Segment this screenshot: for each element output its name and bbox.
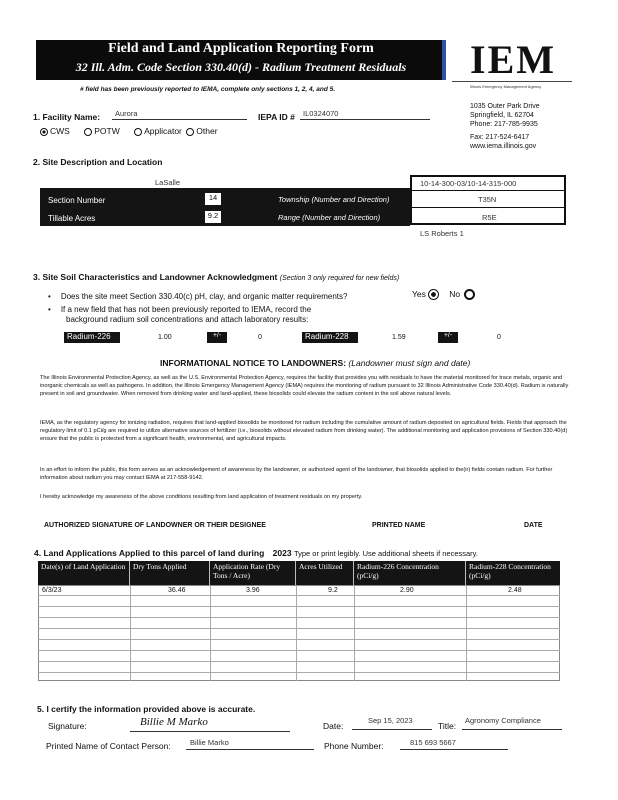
- title-field[interactable]: Agronomy Compliance: [465, 716, 541, 725]
- signature-label: Signature:: [48, 721, 87, 731]
- notice-heading: INFORMATIONAL NOTICE TO LANDOWNERS: (Landowner must sign and date): [160, 358, 471, 368]
- no-option[interactable]: No: [449, 289, 477, 299]
- section2-heading: 2. Site Description and Location: [33, 157, 163, 167]
- landowner-signature-label: AUTHORIZED SIGNATURE OF LANDOWNER OR THEIR DESIGNEE: [44, 522, 266, 529]
- applications-table-header: [38, 561, 560, 585]
- section3-heading: 3. Site Soil Characteristics and Landowner Acknowledgment (Section 3 only required for new fields): [33, 272, 400, 282]
- col-ra228: Radium-228 Concentration (pCi/g): [469, 562, 551, 580]
- logo-text: IEM: [470, 37, 556, 82]
- soil-question: • Does the site meet Section 330.40(c) pH, clay, and organic matter requirements?: [48, 292, 348, 301]
- title-label: Title:: [438, 721, 457, 731]
- radium-228-pm: +/-: [438, 332, 458, 343]
- col-ra226: Radium-226 Concentration (pCi/g): [354, 561, 466, 585]
- yes-option[interactable]: Yes: [412, 289, 441, 299]
- background-radium-note: • If a new field that has not been previously reported to IEMA, record the background radium soil concentrations and attach laboratory results:: [48, 305, 312, 324]
- notice-paragraph-1: The Illinois Environmental Protection Agency, as well as the U.S. Environmental Protection Agency, requires the facility that provides you with residuals to have the material monitored for trace metals, organic and inorganic chemicals as well as pathogens. In addition, the Illinois Emergency Management Agency (IEMA) requires the monitoring of radium pursuant to 32 Illinois Administrative Code 330.40(d). Radium is naturally present in soil and groundwater. When removed from drinking water and land-applied, these biosolids could elevate the radium content in the soil above natural levels.: [40, 375, 569, 397]
- form-note: # field has been previously reported to IEMA, complete only sections 1, 2, 4, and 5.: [80, 86, 336, 93]
- agency-address: 1035 Outer Park Drive Springfield, IL 62704 Phone: 217-785-9935 Fax: 217-524-6417 www.iema.illinois.gov: [470, 103, 540, 150]
- table-row-acres[interactable]: 9.2: [328, 587, 338, 594]
- form-subtitle: 32 Ill. Adm. Code Section 330.40(d) - Radium Treatment Residuals: [75, 60, 407, 74]
- printed-name-field[interactable]: Billie Marko: [190, 738, 229, 747]
- tillable-acres-field[interactable]: 9.2: [205, 211, 221, 223]
- radium-226-pm: +/-: [207, 332, 227, 343]
- notice-paragraph-3: In an effort to inform the public, this form serves as an acknowledgement of awareness by the landowner, or authorized agent of the landowner, that biosolids applied to the(ir) fields contain radium. For further information about radium you may contact IEMA at 217-558-9142.: [40, 467, 553, 481]
- col-acres: Acres Utilized: [296, 561, 354, 585]
- signature-field[interactable]: Billie M Marko: [140, 716, 208, 728]
- phone-field[interactable]: 815 693 5667: [410, 738, 456, 747]
- table-row-ra228[interactable]: 2.48: [508, 587, 522, 594]
- table-row-app-rate[interactable]: 3.96: [246, 587, 260, 594]
- radium-226-label: Radium-226: [64, 332, 120, 343]
- potw-option[interactable]: POTW: [84, 126, 120, 136]
- section-number-field[interactable]: 14: [205, 193, 221, 205]
- applicator-option[interactable]: Applicator: [134, 126, 182, 136]
- soil-yes-no: [412, 289, 477, 300]
- printed-name-label: Printed Name of Contact Person:: [46, 741, 171, 751]
- date-label: Date:: [323, 721, 344, 731]
- township-label: Township (Number and Direction): [278, 195, 390, 204]
- radium-226-error[interactable]: 0: [258, 334, 262, 341]
- township-field[interactable]: T35N: [478, 195, 497, 204]
- notice-paragraph-4: I hereby acknowledge my awareness of the above conditions resulting from land application of treatment residuals on my property.: [40, 494, 363, 500]
- range-label: Range (Number and Direction): [278, 213, 381, 222]
- owner-field[interactable]: LS Roberts 1: [420, 229, 464, 238]
- date-field[interactable]: Sep 15, 2023: [368, 716, 413, 725]
- section5-heading: 5. I certify the information provided above is accurate.: [37, 704, 256, 714]
- iepa-id-field[interactable]: IL0324070: [303, 109, 339, 118]
- facility-name-field[interactable]: Aurora: [115, 109, 138, 118]
- col-app-rate: Application Rate (Dry Tons / Acre): [210, 561, 296, 585]
- radium-228-label: Radium-228: [302, 332, 358, 343]
- col-dry-tons: Dry Tons Applied: [130, 561, 210, 585]
- tillable-acres-label: Tillable Acres: [48, 214, 96, 223]
- logo-subtitle: Illinois Emergency Management Agency: [470, 84, 542, 89]
- landowner-printed-name-label: PRINTED NAME: [372, 522, 426, 529]
- county-field[interactable]: LaSalle: [155, 178, 181, 187]
- col-date: Date(s) of Land Application: [38, 561, 130, 585]
- table-row-date[interactable]: 6/3/23: [42, 587, 62, 594]
- notice-paragraph-2: IEMA, as the regulatory agency for ionizing radiation, requires that land-applied biosolids be monitored for radium including the cumulative amount of radium deposited on agricultural fields. Fields that approach the regulatory limit of 0.1 pCi/g are required to utilize alternative sources of fertilizer (i.e., biosolids without elevated radium from drinking water). The additional monitoring and application provisions of Section 330.40(d) ensure that the public is protected from a significant health, environmental, and agricultural impacts.: [40, 420, 568, 442]
- landowner-date-label: DATE: [524, 522, 543, 529]
- iepa-id-label: IEPA ID #: [258, 112, 295, 122]
- other-option[interactable]: Other: [186, 126, 217, 136]
- radium-228-value[interactable]: 1.59: [392, 334, 406, 341]
- form-title: Field and Land Application Reporting Form: [108, 41, 374, 56]
- radium-228-error[interactable]: 0: [497, 334, 501, 341]
- section1-heading: 1. Facility Name:: [33, 112, 101, 122]
- table-row-ra226[interactable]: 2.90: [400, 587, 414, 594]
- parcel-number-field[interactable]: 10-14-300-03/10-14-315-000: [420, 179, 517, 188]
- range-field[interactable]: R5E: [482, 213, 497, 222]
- radium-226-value[interactable]: 1.00: [158, 334, 172, 341]
- section4-heading: 4. Land Applications Applied to this parcel of land during 2023 Type or print legibly. Use additional sheets if necessary.: [34, 548, 478, 558]
- section-number-label: Section Number: [48, 196, 106, 205]
- cws-option[interactable]: CWS: [40, 126, 70, 136]
- facility-type-options: [40, 126, 218, 136]
- table-row-dry-tons[interactable]: 36.46: [168, 587, 186, 594]
- phone-label: Phone Number:: [324, 741, 384, 751]
